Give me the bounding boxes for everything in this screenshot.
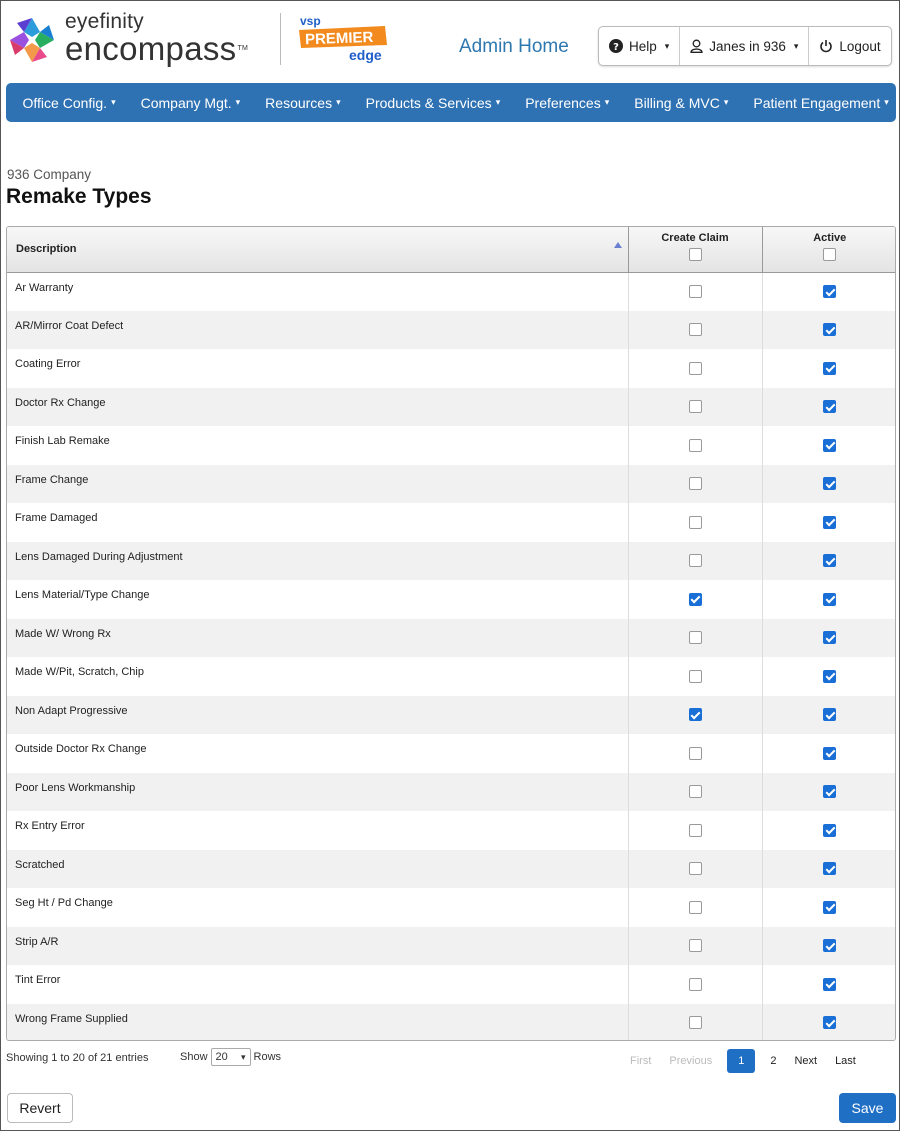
create-claim-checkbox[interactable] [689,323,702,336]
table-row [7,349,896,388]
vsp-logo-bottom: edge [349,47,382,63]
save-button[interactable]: Save [839,1093,896,1123]
row-create-claim-cell [628,349,762,388]
column-header-active [762,227,896,272]
active-checkbox[interactable] [823,862,836,875]
row-description: Wrong Frame Supplied [7,1004,628,1042]
top-button-group [598,26,892,66]
pager-first[interactable]: First [630,1055,652,1067]
nav-preferences[interactable] [513,83,622,122]
row-active-cell [762,580,896,619]
create-claim-checkbox[interactable] [689,439,702,452]
create-claim-checkbox[interactable] [689,939,702,952]
header-divider [280,13,281,65]
active-checkbox[interactable] [823,554,836,567]
table-row [7,503,896,542]
column-header-create-claim [628,227,762,272]
pager-previous[interactable]: Previous [669,1055,713,1067]
row-active-cell [762,426,896,465]
column-header-description[interactable] [7,227,628,272]
brand-wordmark [65,11,248,65]
nav-label: Patient Engagement [753,94,881,111]
description-header-label: Description [16,243,77,256]
create-claim-checkbox[interactable] [689,1016,702,1029]
row-active-cell [762,465,896,504]
active-checkbox[interactable] [823,323,836,336]
revert-button[interactable]: Revert [7,1093,73,1123]
row-active-cell [762,1004,896,1042]
row-active-cell [762,542,896,581]
create-claim-checkbox[interactable] [689,554,702,567]
create-claim-checkbox[interactable] [689,362,702,375]
create-claim-checkbox[interactable] [689,631,702,644]
user-menu-button[interactable] [680,27,809,65]
active-checkbox[interactable] [823,670,836,683]
row-description: Ar Warranty [15,281,74,294]
table-row [7,965,896,1004]
active-checkbox[interactable] [823,631,836,644]
active-checkbox[interactable] [823,1016,836,1029]
table-row [7,388,896,427]
row-create-claim-cell [628,311,762,350]
chevron-down-icon: ▾ [235,97,241,107]
user-icon [690,39,703,53]
create-claim-checkbox[interactable] [689,708,702,721]
active-checkbox[interactable] [823,785,836,798]
row-create-claim-cell [628,619,762,658]
pager-page-2[interactable]: 2 [770,1055,777,1067]
row-active-cell [762,349,896,388]
row-active-cell [762,657,896,696]
row-active-cell [762,619,896,658]
nav-resources[interactable] [253,83,353,122]
row-active-cell [762,811,896,850]
chevron-down-icon: ▾ [241,1051,246,1062]
remake-types-table [6,226,896,1041]
active-checkbox[interactable] [823,978,836,991]
active-header-label: Active [813,232,847,244]
chevron-down-icon: ▾ [884,97,889,107]
sort-ascending-icon [614,242,622,248]
app-header [1,1,900,81]
nav-products-services[interactable] [353,83,513,122]
table-row [7,542,896,581]
active-checkbox[interactable] [823,400,836,413]
help-icon [609,39,623,53]
row-active-cell [762,927,896,966]
table-row [7,850,896,889]
pager-last[interactable]: Last [835,1055,856,1067]
chevron-down-icon: ▾ [604,97,610,107]
row-active-cell [762,696,896,735]
active-select-all-checkbox[interactable] [823,248,836,261]
row-active-cell [762,888,896,927]
brand-main [65,30,249,67]
row-create-claim-cell [628,580,762,619]
row-create-claim-cell [628,272,762,311]
table-row [7,888,896,927]
row-create-claim-cell [628,927,762,966]
create-claim-header-label: Create Claim [661,232,729,244]
create-claim-checkbox[interactable] [689,862,702,875]
nav-office-config[interactable] [10,83,128,122]
create-claim-checkbox[interactable] [689,978,702,991]
create-claim-select-all-checkbox[interactable] [689,248,702,261]
row-active-cell [762,388,896,427]
vsp-premier-edge-logo [297,13,391,65]
create-claim-checkbox[interactable] [689,747,702,760]
row-description: AR/Mirror Coat Defect [7,311,628,350]
user-label: Janes in 936 [709,38,786,54]
table-row [7,657,896,696]
table-row [7,311,896,350]
active-checkbox[interactable] [823,477,836,490]
row-description: Doctor Rx Change [7,388,628,427]
chevron-down-icon: ▾ [495,97,501,107]
row-description: Seg Ht / Pd Change [15,897,113,909]
table-row [7,272,896,311]
brand-top: eyefinity [65,10,144,33]
nav-patient-engagement[interactable] [741,83,900,122]
table-body [7,272,896,1041]
row-create-claim-cell [628,696,762,735]
brand-main-text: encompass [65,30,237,67]
company-name: 936 Company [7,167,92,182]
help-button[interactable] [599,27,680,65]
create-claim-checkbox[interactable] [689,670,702,683]
nav-label: Products & Services [365,94,492,111]
logout-label: Logout [839,38,881,54]
table-row [7,811,896,850]
row-description: Tint Error [15,974,61,986]
row-create-claim-cell [628,965,762,1004]
row-create-claim-cell [628,465,762,504]
row-active-cell [762,311,896,350]
create-claim-checkbox[interactable] [689,824,702,837]
nav-label: Preferences [525,94,601,111]
active-checkbox[interactable] [823,439,836,452]
chevron-down-icon: ▾ [336,97,341,107]
create-claim-checkbox[interactable] [689,285,702,298]
active-checkbox[interactable] [823,939,836,952]
table-row [7,734,896,773]
create-claim-checkbox[interactable] [689,516,702,529]
show-label: Show [180,1051,208,1063]
pagination [621,1049,865,1073]
row-create-claim-cell [628,1004,762,1042]
admin-home-link[interactable]: Admin Home [459,36,569,57]
create-claim-checkbox[interactable] [689,785,702,798]
svg-text:?: ? [613,42,619,53]
row-active-cell [762,965,896,1004]
row-create-claim-cell [628,503,762,542]
rows-per-page-value: 20 [215,1051,228,1063]
row-description: Made W/ Wrong Rx [7,619,628,658]
nav-label: Company Mgt. [140,94,232,111]
create-claim-checkbox[interactable] [689,477,702,490]
row-active-cell [762,773,896,812]
create-claim-checkbox[interactable] [689,901,702,914]
chevron-down-icon: ▾ [111,97,116,107]
vsp-logo-mid: PREMIER [304,28,374,49]
row-description: Scratched [7,850,628,889]
main-nav [6,83,896,122]
rows-label: Rows [253,1051,282,1063]
table-row [7,1004,896,1042]
eyefinity-logo-icon [7,15,57,65]
row-active-cell [762,272,896,311]
vsp-logo-small: vsp [300,14,321,28]
pager-next[interactable]: Next [794,1055,818,1067]
nav-company-mgt[interactable] [128,83,253,122]
row-description: Lens Damaged During Adjustment [7,542,628,581]
table-header-row [7,227,896,272]
row-description: Strip A/R [7,927,628,966]
table-row [7,619,896,658]
brand-tm: TM [237,45,249,52]
active-checkbox[interactable] [823,516,836,529]
row-description: Outside Doctor Rx Change [15,743,147,755]
row-create-claim-cell [628,734,762,773]
row-create-claim-cell [628,811,762,850]
row-description: Non Adapt Progressive [7,696,628,735]
create-claim-checkbox[interactable] [689,400,702,413]
pager-page-1[interactable]: 1 [727,1049,755,1073]
row-create-claim-cell [628,773,762,812]
table-row [7,426,896,465]
entries-info: Showing 1 to 20 of 21 entries [6,1052,149,1064]
row-description: Frame Change [7,465,628,504]
row-description: Finish Lab Remake [15,435,110,447]
row-description: Poor Lens Workmanship [7,773,628,812]
chevron-down-icon: ▾ [723,97,729,107]
help-caret-icon: ▾ [664,40,670,51]
row-create-claim-cell [628,657,762,696]
nav-label: Office Config. [22,94,108,111]
active-checkbox[interactable] [823,593,836,606]
page-title: Remake Types [6,185,152,208]
row-create-claim-cell [628,426,762,465]
nav-label: Billing & MVC [634,94,720,111]
create-claim-checkbox[interactable] [689,593,702,606]
nav-label: Resources [265,94,333,111]
row-active-cell [762,503,896,542]
active-checkbox[interactable] [823,362,836,375]
table-row [7,773,896,812]
active-checkbox[interactable] [823,708,836,721]
row-create-claim-cell [628,388,762,427]
row-active-cell [762,734,896,773]
nav-billing-mvc[interactable] [622,83,741,122]
table-row [7,927,896,966]
rows-per-page-control [180,1048,281,1066]
active-checkbox[interactable] [823,824,836,837]
row-create-claim-cell [628,850,762,889]
row-active-cell [762,850,896,889]
row-create-claim-cell [628,542,762,581]
help-label: Help [629,38,657,54]
row-description: Rx Entry Error [15,820,85,832]
row-description: Frame Damaged [15,512,98,524]
table-row [7,580,896,619]
power-icon [819,39,833,53]
table-row [7,696,896,735]
table-row [7,465,896,504]
row-description: Made W/Pit, Scratch, Chip [15,666,144,678]
rows-per-page-select[interactable] [211,1048,251,1066]
active-checkbox[interactable] [823,747,836,760]
row-description: Lens Material/Type Change [15,589,150,601]
row-create-claim-cell [628,888,762,927]
user-caret-icon: ▾ [793,40,799,51]
active-checkbox[interactable] [823,901,836,914]
logout-button[interactable] [809,27,890,65]
active-checkbox[interactable] [823,285,836,298]
row-description: Coating Error [15,358,81,370]
